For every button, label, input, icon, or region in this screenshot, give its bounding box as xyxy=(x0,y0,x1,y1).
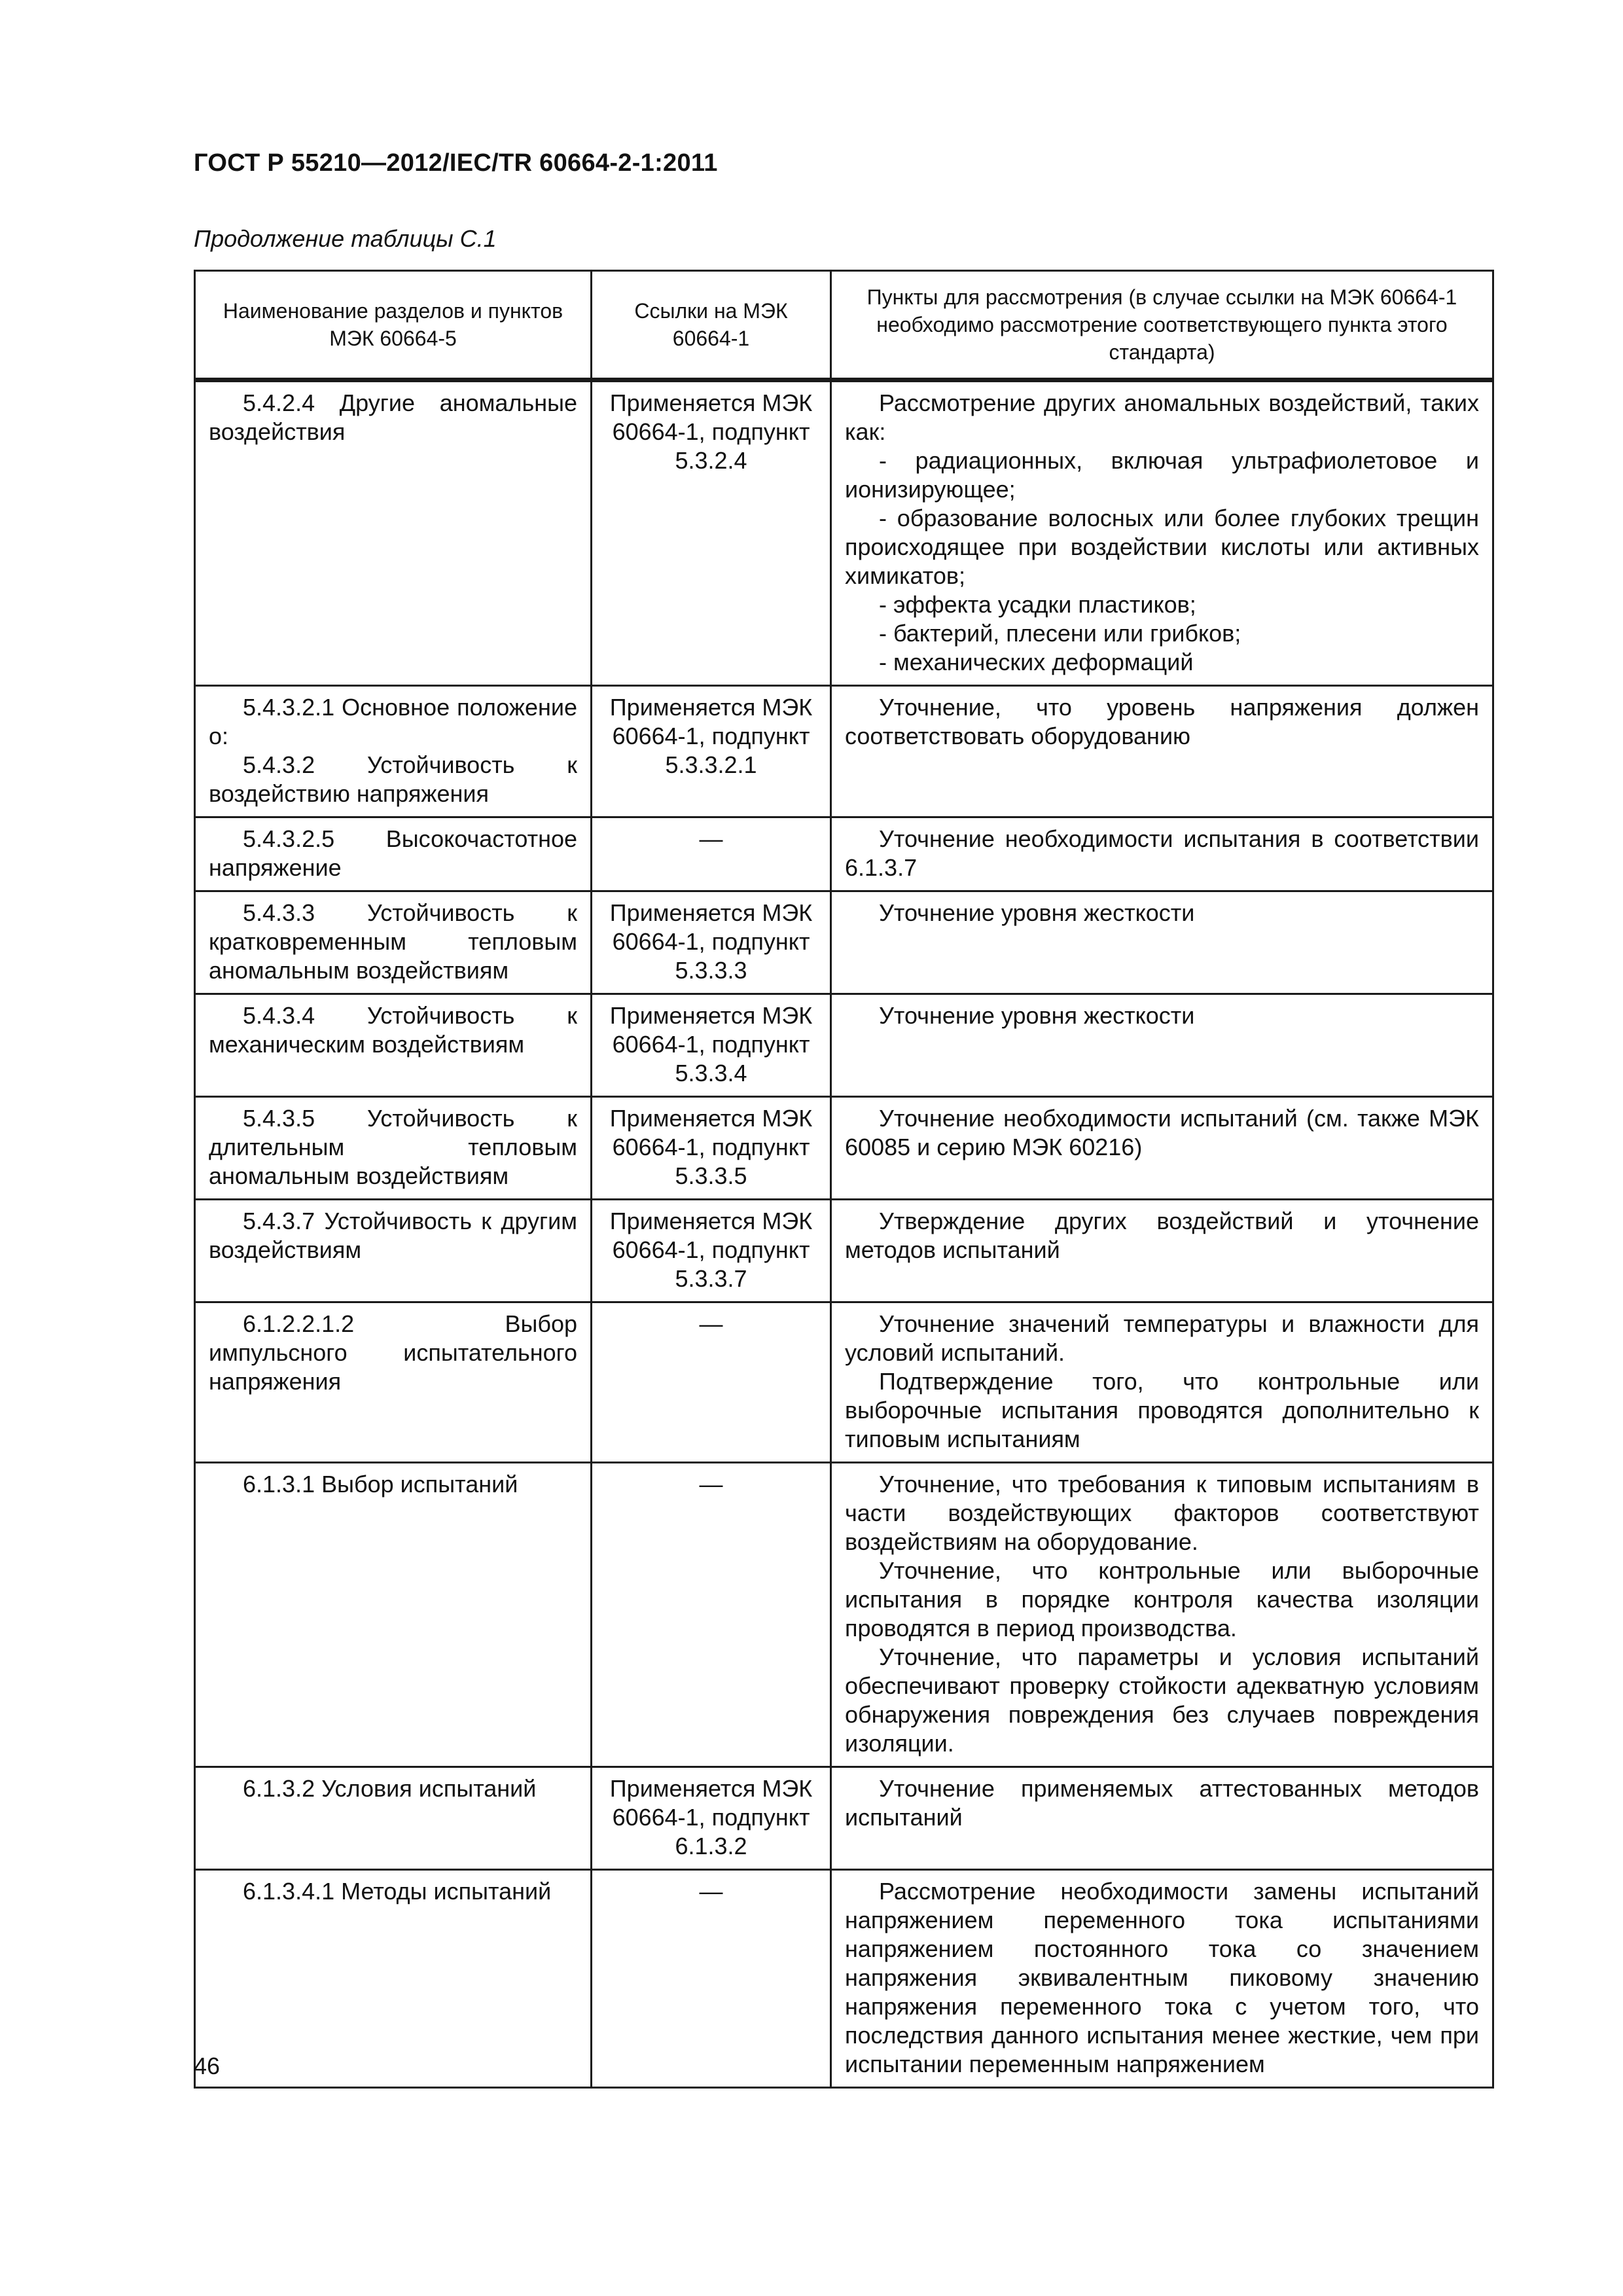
reference-cell: Применяется МЭК 60664-1, подпункт 5.3.3.7 xyxy=(592,1200,831,1302)
consideration-paragraph: Рассмотрение других аномальных воздействий, таких как: xyxy=(845,389,1479,445)
reference-cell: — xyxy=(592,1463,831,1767)
section-cell xyxy=(195,1097,592,1200)
section-cell xyxy=(195,1870,592,2088)
section-cell xyxy=(195,1767,592,1870)
reference-cell: Применяется МЭК 60664-1, подпункт 5.3.3.5 xyxy=(592,1097,831,1200)
consideration-paragraph: Уточнение, что уровень напряжения должен соответствовать оборудованию xyxy=(845,694,1479,749)
consideration-paragraph: - бактерий, плесени или грибков; xyxy=(879,620,1241,647)
consideration-cell xyxy=(831,1463,1493,1767)
consideration-paragraph: Уточнение необходимости испытания в соответствии 6.1.3.7 xyxy=(845,825,1479,881)
header-sections: Наименование разделов и пунктов МЭК 60664-5 xyxy=(195,271,592,380)
section-cell xyxy=(195,380,592,686)
section-cell xyxy=(195,891,592,994)
consideration-paragraph: Подтверждение того, что контрольные или выборочные испытания проводятся дополнительно к типовым испытаниям xyxy=(845,1368,1479,1452)
section-title: 5.4.3.4 Устойчивость к механическим воздействиям xyxy=(209,1002,577,1058)
consideration-cell xyxy=(831,891,1493,994)
consideration-paragraph: Уточнение значений температуры и влажности для условий испытаний. xyxy=(845,1310,1479,1366)
section-cell xyxy=(195,686,592,817)
section-title: 6.1.3.1 Выбор испытаний xyxy=(243,1471,518,1498)
header-considerations: Пункты для рассмотрения (в случае ссылки на МЭК 60664-1 необходимо рассмотрение соответствующего пункта этого стандарта) xyxy=(831,271,1493,380)
consideration-paragraph: - образование волосных или более глубоких трещин происходящее при воздействии кислоты или активных химикатов; xyxy=(845,505,1479,589)
section-title: 5.4.3.7 Устойчивость к другим воздействиям xyxy=(209,1208,577,1263)
consideration-cell xyxy=(831,1302,1493,1463)
section-title: 5.4.3.5 Устойчивость к длительным тепловым аномальным воздействиям xyxy=(209,1105,577,1189)
section-title: 6.1.3.4.1 Методы испытаний xyxy=(243,1878,552,1905)
section-title: 6.1.3.2 Условия испытаний xyxy=(243,1775,537,1802)
consideration-cell xyxy=(831,380,1493,686)
section-title: 5.4.3.2.1 Основное положение о: xyxy=(209,694,577,749)
consideration-paragraph: Уточнение необходимости испытаний (см. также МЭК 60085 и серию МЭК 60216) xyxy=(845,1105,1479,1160)
consideration-cell xyxy=(831,686,1493,817)
consideration-paragraph: - эффекта усадки пластиков; xyxy=(879,591,1196,618)
table-body xyxy=(195,380,1493,2088)
consideration-cell xyxy=(831,994,1493,1097)
consideration-cell xyxy=(831,1870,1493,2088)
consideration-paragraph: Уточнение уровня жесткости xyxy=(879,1002,1195,1029)
consideration-paragraph: Утверждение других воздействий и уточнение методов испытаний xyxy=(845,1208,1479,1263)
consideration-paragraph: Уточнение, что контрольные или выборочные испытания в порядке контроля качества изоляции проводятся в период производства. xyxy=(845,1557,1479,1641)
reference-cell: — xyxy=(592,817,831,891)
reference-cell: Применяется МЭК 60664-1, подпункт 6.1.3.2 xyxy=(592,1767,831,1870)
page-number: 46 xyxy=(194,2053,221,2079)
table-header-row xyxy=(195,271,1493,380)
section-title: 5.4.3.2.5 Высокочастотное напряжение xyxy=(209,825,577,881)
consideration-paragraph: Уточнение уровня жесткости xyxy=(879,899,1195,926)
section-cell xyxy=(195,1200,592,1302)
consideration-paragraph: Уточнение, что параметры и условия испытаний обеспечивают проверку стойкости адекватную условиям обнаружения повреждения без случаев повреждения изоляции. xyxy=(845,1643,1479,1757)
table-row xyxy=(195,891,1493,994)
table-row xyxy=(195,380,1493,686)
consideration-cell xyxy=(831,1097,1493,1200)
header-references: Ссылки на МЭК 60664-1 xyxy=(592,271,831,380)
table-row xyxy=(195,817,1493,891)
section-cell xyxy=(195,1302,592,1463)
consideration-cell xyxy=(831,1767,1493,1870)
consideration-paragraph: - механических деформаций xyxy=(879,649,1194,675)
table-row xyxy=(195,1870,1493,2088)
section-title: 6.1.2.2.1.2 Выбор импульсного испытательного напряжения xyxy=(209,1310,577,1395)
section-cell xyxy=(195,1463,592,1767)
requirements-table xyxy=(194,270,1494,2089)
standard-designation: ГОСТ Р 55210—2012/IEC/TR 60664-2-1:2011 xyxy=(194,149,718,177)
table-continuation-caption: Продолжение таблицы С.1 xyxy=(194,225,497,252)
table-row xyxy=(195,1097,1493,1200)
reference-cell: — xyxy=(592,1870,831,2088)
table-row xyxy=(195,1200,1493,1302)
consideration-paragraph: - радиационных, включая ультрафиолетовое и ионизирующее; xyxy=(845,447,1479,503)
reference-cell: Применяется МЭК 60664-1, подпункт 5.3.3.3 xyxy=(592,891,831,994)
section-title: 5.4.3.3 Устойчивость к кратковременным тепловым аномальным воздействиям xyxy=(209,899,577,984)
consideration-paragraph: Рассмотрение необходимости замены испытаний напряжением переменного тока испытаниями напряжением постоянного тока со значением напряжения эквивалентным пиковому значению напряжения переменного тока с учетом того, что последствия данного испытания менее жесткие, чем при испытании переменным напряжением xyxy=(845,1878,1479,2077)
consideration-paragraph: Уточнение применяемых аттестованных методов испытаний xyxy=(845,1775,1479,1831)
section-cell xyxy=(195,994,592,1097)
reference-cell: — xyxy=(592,1302,831,1463)
section-title: 5.4.3.2 Устойчивость к воздействию напряжения xyxy=(209,751,577,807)
consideration-cell xyxy=(831,817,1493,891)
table-row xyxy=(195,1767,1493,1870)
section-cell xyxy=(195,817,592,891)
section-title: 5.4.2.4 Другие аномальные воздействия xyxy=(209,389,577,445)
reference-cell: Применяется МЭК 60664-1, подпункт 5.3.3.2.1 xyxy=(592,686,831,817)
table-row xyxy=(195,686,1493,817)
consideration-paragraph: Уточнение, что требования к типовым испытаниям в части воздействующих факторов соответствуют воздействиям на оборудование. xyxy=(845,1471,1479,1555)
reference-cell: Применяется МЭК 60664-1, подпункт 5.3.2.4 xyxy=(592,380,831,686)
consideration-cell xyxy=(831,1200,1493,1302)
table-row xyxy=(195,994,1493,1097)
reference-cell: Применяется МЭК 60664-1, подпункт 5.3.3.4 xyxy=(592,994,831,1097)
table-row xyxy=(195,1302,1493,1463)
table-row xyxy=(195,1463,1493,1767)
